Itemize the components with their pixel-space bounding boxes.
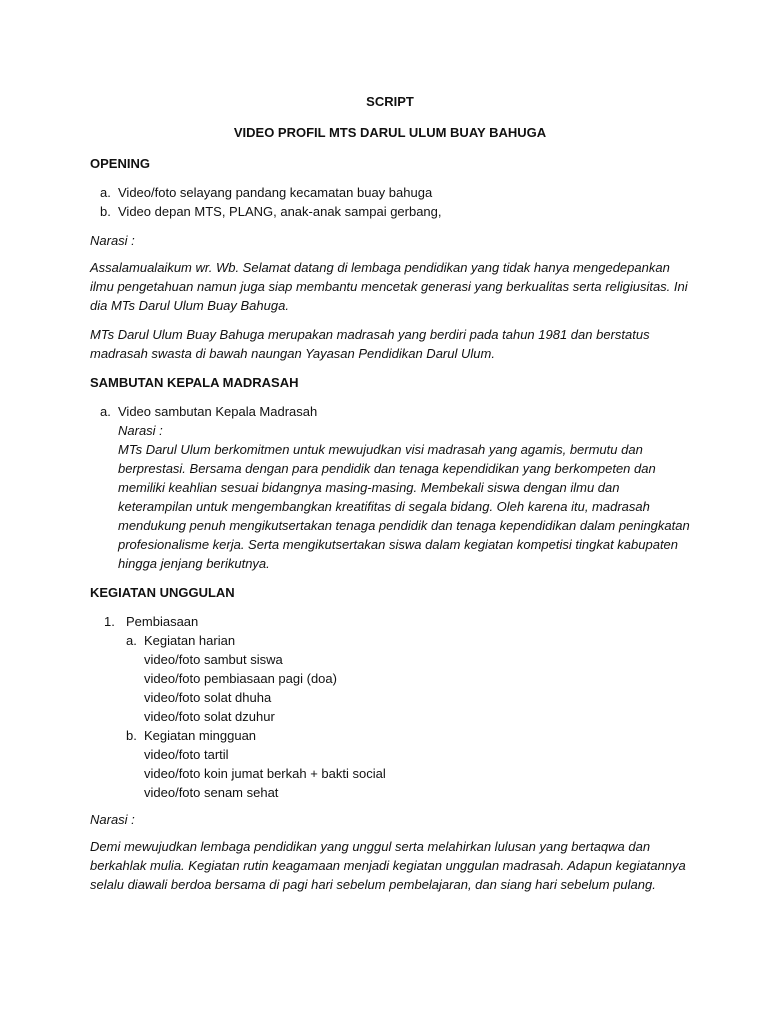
narasi-label: Narasi : (118, 423, 163, 438)
sub-list-title: Kegiatan mingguan (144, 728, 257, 743)
kegiatan-paragraph: Demi mewujudkan lembaga pendidikan yang unggul serta melahirkan lulusan yang bertaqwa dan berkahlak mulia. Kegiatan rutin keagamaan menjadi kegiatan unggulan madrasah. Adapun kegiatannya selalu diawali berdoa bersama di pagi hari sebelum pembelajaran, dan siang hari sebelum pulang. (90, 839, 686, 892)
document-title: SCRIPT (366, 94, 414, 109)
list-marker: b. (126, 728, 137, 743)
activity-line: video/foto sambut siswa (144, 652, 283, 667)
section-heading-opening: OPENING (90, 156, 150, 171)
list-marker: a. (100, 404, 111, 419)
narasi-label: Narasi : (90, 233, 135, 248)
activity-line: video/foto koin jumat berkah + bakti social (144, 766, 386, 781)
activity-line: video/foto pembiasaan pagi (doa) (144, 671, 337, 686)
activity-line: video/foto solat dzuhur (144, 709, 275, 724)
sub-list-item (126, 726, 690, 802)
sub-list-title: Kegiatan harian (144, 633, 236, 648)
list-marker: 1. (104, 614, 115, 629)
sambutan-list (90, 402, 690, 573)
activity-line: video/foto tartil (144, 747, 229, 762)
document-subtitle: VIDEO PROFIL MTS DARUL ULUM BUAY BAHUGA (233, 125, 547, 140)
list-marker: b. (100, 204, 111, 219)
list-item (90, 402, 690, 573)
document-body (90, 94, 690, 904)
section-heading-kegiatan: KEGIATAN UNGGULAN (90, 585, 235, 600)
list-item (90, 612, 690, 802)
narasi-label: Narasi : (90, 812, 135, 827)
list-item-text: Video/foto selayang pandang kecamatan buay bahuga (118, 185, 433, 200)
list-marker: a. (126, 633, 137, 648)
list-item (90, 202, 690, 221)
activity-line: video/foto solat dhuha (144, 690, 272, 705)
opening-paragraph-2: MTs Darul Ulum Buay Bahuga merupakan madrasah yang berdiri pada tahun 1981 dan berstatus madrasah swasta di bawah naungan Yayasan Pendidikan Darul Ulum. (90, 327, 650, 361)
list-item (90, 183, 690, 202)
opening-paragraph-1: Assalamualaikum wr. Wb. Selamat datang di lembaga pendidikan yang tidak hanya mengedepankan ilmu pengetahuan namun juga siap membantu mencetak generasi yang berkualitas serta religiusitas. Ini dia MTs Darul Ulum Buay Bahuga. (90, 260, 688, 313)
list-item-text: Video depan MTS, PLANG, anak-anak sampai gerbang, (118, 204, 442, 219)
list-item-text: Video sambutan Kepala Madrasah (118, 404, 318, 419)
section-heading-sambutan: SAMBUTAN KEPALA MADRASAH (90, 375, 299, 390)
activity-line: video/foto senam sehat (144, 785, 279, 800)
opening-list (90, 183, 690, 221)
sambutan-paragraph: MTs Darul Ulum berkomitmen untuk mewujudkan visi madrasah yang agamis, bermutu dan berprestasi. Bersama dengan para pendidik dan tenaga kependidikan yang berkompeten dan memiliki keahlian sesuai bidangnya masing-masing. Membekali siswa dengan ilmu dan keterampilan untuk mengembangkan kreatifitas di segala bidang. Oleh karena itu, madrasah mendukung penuh mengikutsertakan tenaga pendidik dan tenaga kependidikan dalam peningkatan profesionalisme kerja. Serta mengikutsertakan siswa dalam kegiatan kompetisi tingkat kabupaten hingga jenjang berikutnya. (118, 442, 690, 571)
sub-list (126, 631, 690, 802)
list-item-text: Pembiasaan (126, 614, 199, 629)
kegiatan-list (90, 612, 690, 802)
list-marker: a. (100, 185, 111, 200)
sub-list-item (126, 631, 690, 726)
